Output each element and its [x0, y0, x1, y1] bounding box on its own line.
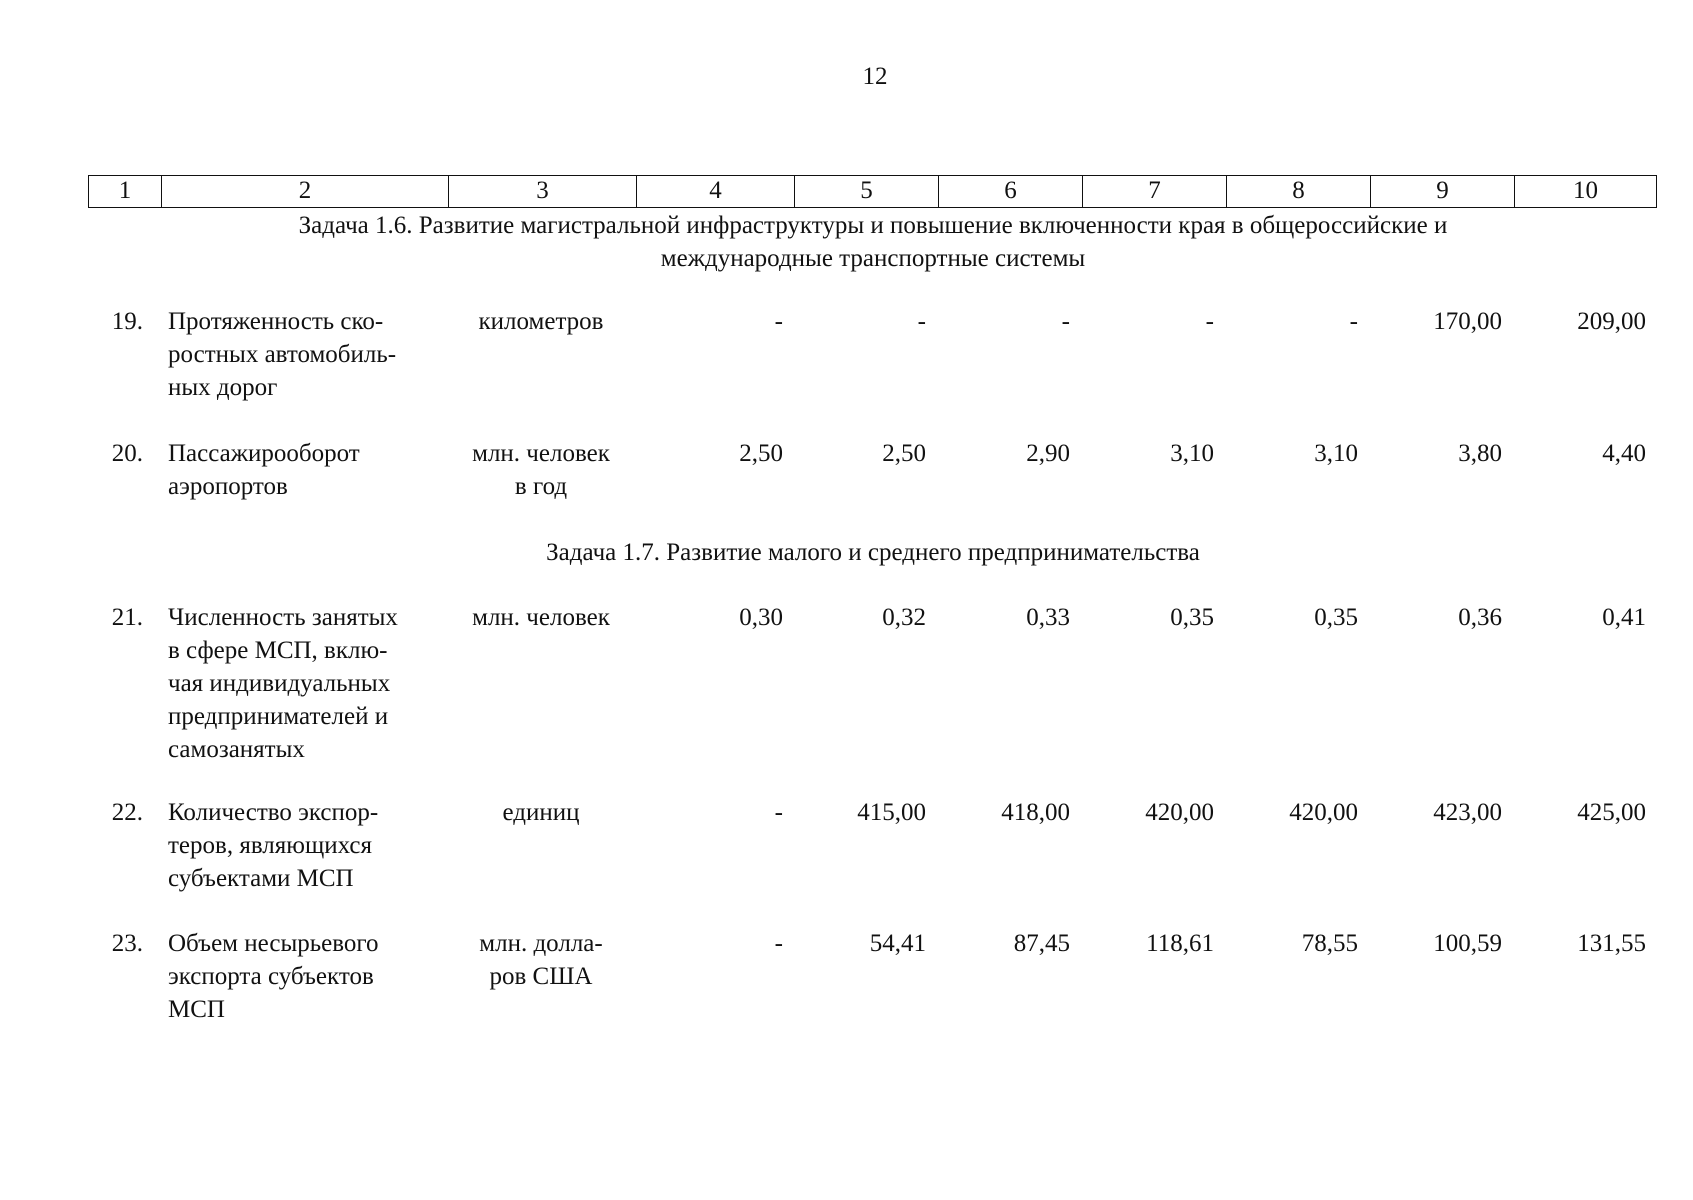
value-col-6: 2,90: [1026, 440, 1070, 467]
unit-line: ров США: [489, 963, 593, 990]
header-col-4: 4: [636, 176, 794, 207]
name-line: Численность занятых: [168, 604, 398, 631]
indicator-name: [168, 601, 443, 766]
unit-line: километров: [478, 308, 604, 335]
name-line: ных дорог: [168, 374, 278, 401]
header-col-6: 6: [938, 176, 1082, 207]
page-number: 12: [862, 63, 888, 90]
name-line: самозанятых: [168, 736, 305, 763]
name-line: Пассажирооборот: [168, 440, 360, 467]
indicator-name: [168, 796, 443, 895]
value-col-4: -: [774, 308, 783, 335]
value-col-8: 0,35: [1314, 604, 1358, 631]
value-col-7: -: [1205, 308, 1214, 335]
name-line: аэропортов: [168, 473, 288, 500]
header-col-7: 7: [1082, 176, 1226, 207]
value-col-9: 100,59: [1433, 930, 1502, 957]
value-col-10: 425,00: [1577, 799, 1646, 826]
value-col-5: 2,50: [882, 440, 926, 467]
unit-line: млн. человек: [472, 604, 610, 631]
name-line: в сфере МСП, вклю-: [168, 637, 388, 664]
unit-of-measure: [448, 927, 634, 993]
name-line: теров, являющихся: [168, 832, 372, 859]
value-col-6: -: [1061, 308, 1070, 335]
header-col-9: 9: [1370, 176, 1514, 207]
unit-line: млн. человек: [472, 440, 610, 467]
unit-of-measure: [448, 601, 634, 634]
value-col-4: 0,30: [739, 604, 783, 631]
header-col-8: 8: [1226, 176, 1370, 207]
value-col-10: 0,41: [1602, 604, 1646, 631]
task-title-line: Задача 1.6. Развитие магистральной инфраструктуры и повышение включенности края в общероссийские и: [298, 212, 1448, 239]
value-col-9: 423,00: [1433, 799, 1502, 826]
value-col-9: 170,00: [1433, 308, 1502, 335]
value-col-8: 78,55: [1301, 930, 1358, 957]
name-line: Протяженность ско-: [168, 308, 384, 335]
value-col-7: 0,35: [1170, 604, 1214, 631]
value-col-6: 418,00: [1001, 799, 1070, 826]
name-line: субъектами МСП: [168, 865, 354, 892]
row-number: 22.: [111, 799, 143, 826]
value-col-7: 420,00: [1145, 799, 1214, 826]
row-number: 19.: [111, 308, 143, 335]
task-1-6-title: [88, 209, 1658, 275]
indicator-name: [168, 305, 443, 404]
row-number: 21.: [111, 604, 143, 631]
value-col-8: 420,00: [1289, 799, 1358, 826]
task-title-line: международные транспортные системы: [660, 245, 1086, 272]
unit-of-measure: [448, 437, 634, 503]
value-col-7: 3,10: [1170, 440, 1214, 467]
value-col-4: -: [774, 930, 783, 957]
name-line: предпринимателей и: [168, 703, 389, 730]
value-col-5: -: [917, 308, 926, 335]
value-col-10: 209,00: [1577, 308, 1646, 335]
value-col-10: 4,40: [1602, 440, 1646, 467]
value-col-7: 118,61: [1146, 930, 1214, 957]
indicator-name: [168, 927, 443, 1026]
name-line: экспорта субъектов: [168, 963, 374, 990]
header-col-1: 1: [118, 177, 132, 204]
value-col-6: 0,33: [1026, 604, 1070, 631]
name-line: Количество экспор-: [168, 799, 379, 826]
value-col-5: 0,32: [882, 604, 926, 631]
indicator-name: [168, 437, 443, 503]
task-title-line: Задача 1.7. Развитие малого и среднего предпринимательства: [546, 539, 1200, 566]
value-col-6: 87,45: [1013, 930, 1070, 957]
row-number: 23.: [111, 930, 143, 957]
value-col-8: -: [1349, 308, 1358, 335]
value-col-8: 3,10: [1314, 440, 1358, 467]
table-header-row: [88, 175, 1657, 208]
header-col-2: 2: [161, 176, 448, 207]
header-col-10: 10: [1514, 176, 1656, 207]
value-col-9: 3,80: [1458, 440, 1502, 467]
value-col-5: 415,00: [857, 799, 926, 826]
value-col-4: -: [774, 799, 783, 826]
value-col-10: 131,55: [1577, 930, 1646, 957]
name-line: Объем несырьевого: [168, 930, 379, 957]
value-col-9: 0,36: [1458, 604, 1502, 631]
task-1-7-title: [88, 536, 1658, 569]
unit-line: млн. долла-: [479, 930, 603, 957]
name-line: чая индивидуальных: [168, 670, 391, 697]
unit-line: в год: [514, 473, 568, 500]
unit-of-measure: [448, 796, 634, 829]
value-col-4: 2,50: [739, 440, 783, 467]
header-col-3: 3: [448, 176, 636, 207]
name-line: МСП: [168, 996, 225, 1023]
value-col-5: 54,41: [869, 930, 926, 957]
name-line: ростных автомобиль-: [168, 341, 397, 368]
header-col-5: 5: [794, 176, 938, 207]
row-number: 20.: [111, 440, 143, 467]
unit-line: единиц: [502, 799, 580, 826]
unit-of-measure: [448, 305, 634, 338]
